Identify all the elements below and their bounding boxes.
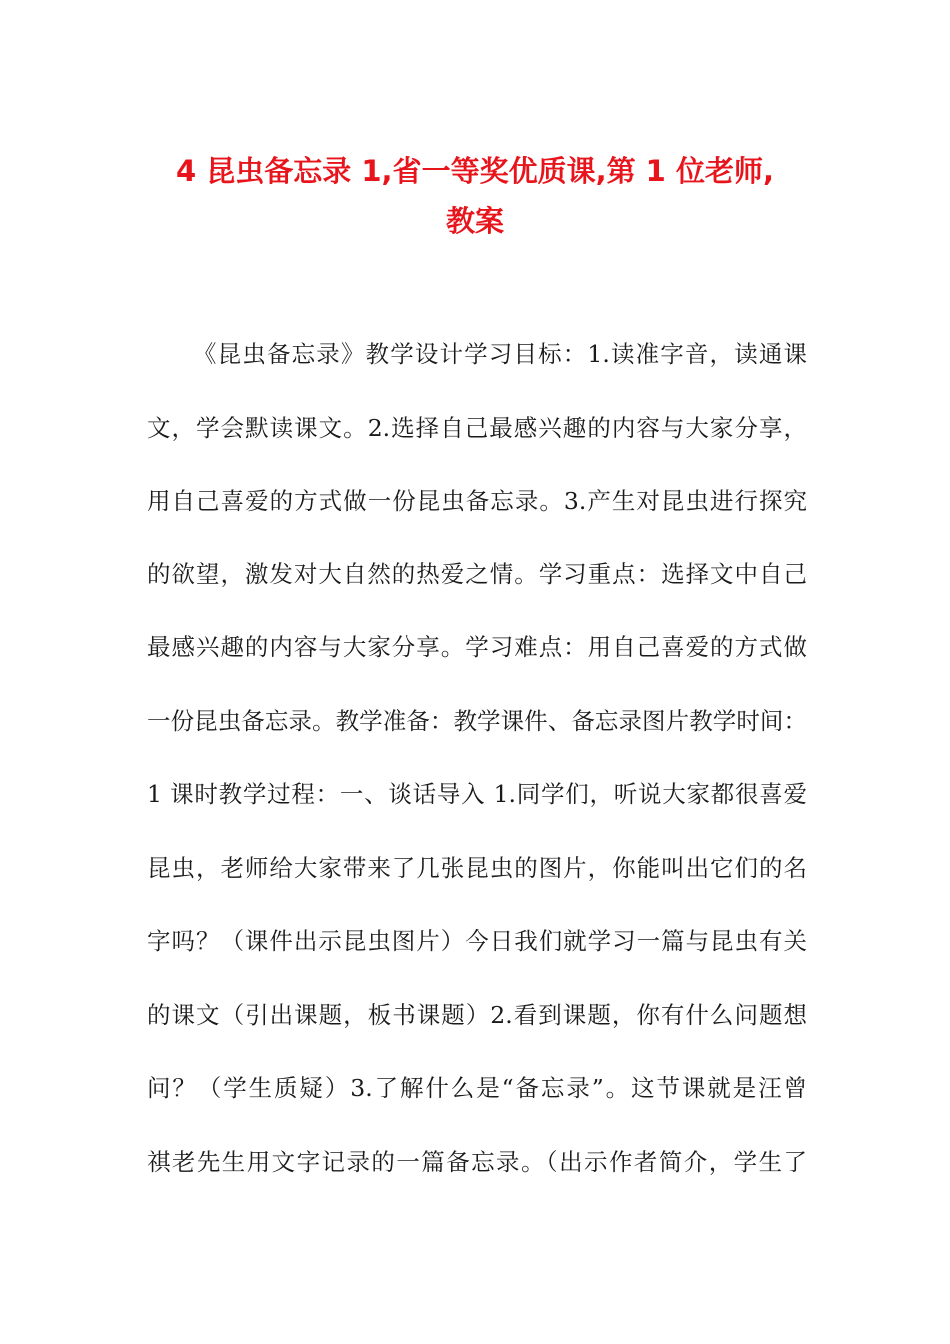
body-line-1: 《昆虫备忘录》教学设计学习目标：1.读准字音，读通课 (193, 340, 807, 368)
body-line-4: 的欲望，激发对大自然的热爱之情。学习重点：选择文中自己 (147, 560, 807, 588)
body-line-12: 祺老先生用文字记录的一篇备忘录。（出示作者简介，学生了 (147, 1148, 807, 1176)
document-title-line-2: 教案 (445, 204, 504, 238)
body-line-5: 最感兴趣的内容与大家分享。学习难点：用自己喜爱的方式做 (147, 633, 807, 661)
body-line-8: 昆虫，老师给大家带来了几张昆虫的图片，你能叫出它们的名 (147, 854, 807, 882)
body-line-11: 问？（学生质疑）3.了解什么是“备忘录”。这节课就是汪曾 (147, 1074, 807, 1102)
body-line-3: 用自己喜爱的方式做一份昆虫备忘录。3.产生对昆虫进行探究 (147, 487, 807, 515)
body-line-7: 1 课时教学过程：一、谈话导入 1.同学们，听说大家都很喜爱 (147, 780, 807, 808)
body-line-6: 一份昆虫备忘录。教学准备：教学课件、备忘录图片教学时间： (147, 707, 807, 735)
body-line-10: 的课文（引出课题，板书课题）2.看到课题，你有什么问题想 (147, 1001, 807, 1029)
body-line-2: 文，学会默读课文。2.选择自己最感兴趣的内容与大家分享， (147, 414, 807, 442)
body-line-9: 字吗？（课件出示昆虫图片）今日我们就学习一篇与昆虫有关 (147, 927, 807, 955)
document-title-line-1: 4 昆虫备忘录 1,省一等奖优质课,第 1 位老师, (176, 154, 774, 188)
